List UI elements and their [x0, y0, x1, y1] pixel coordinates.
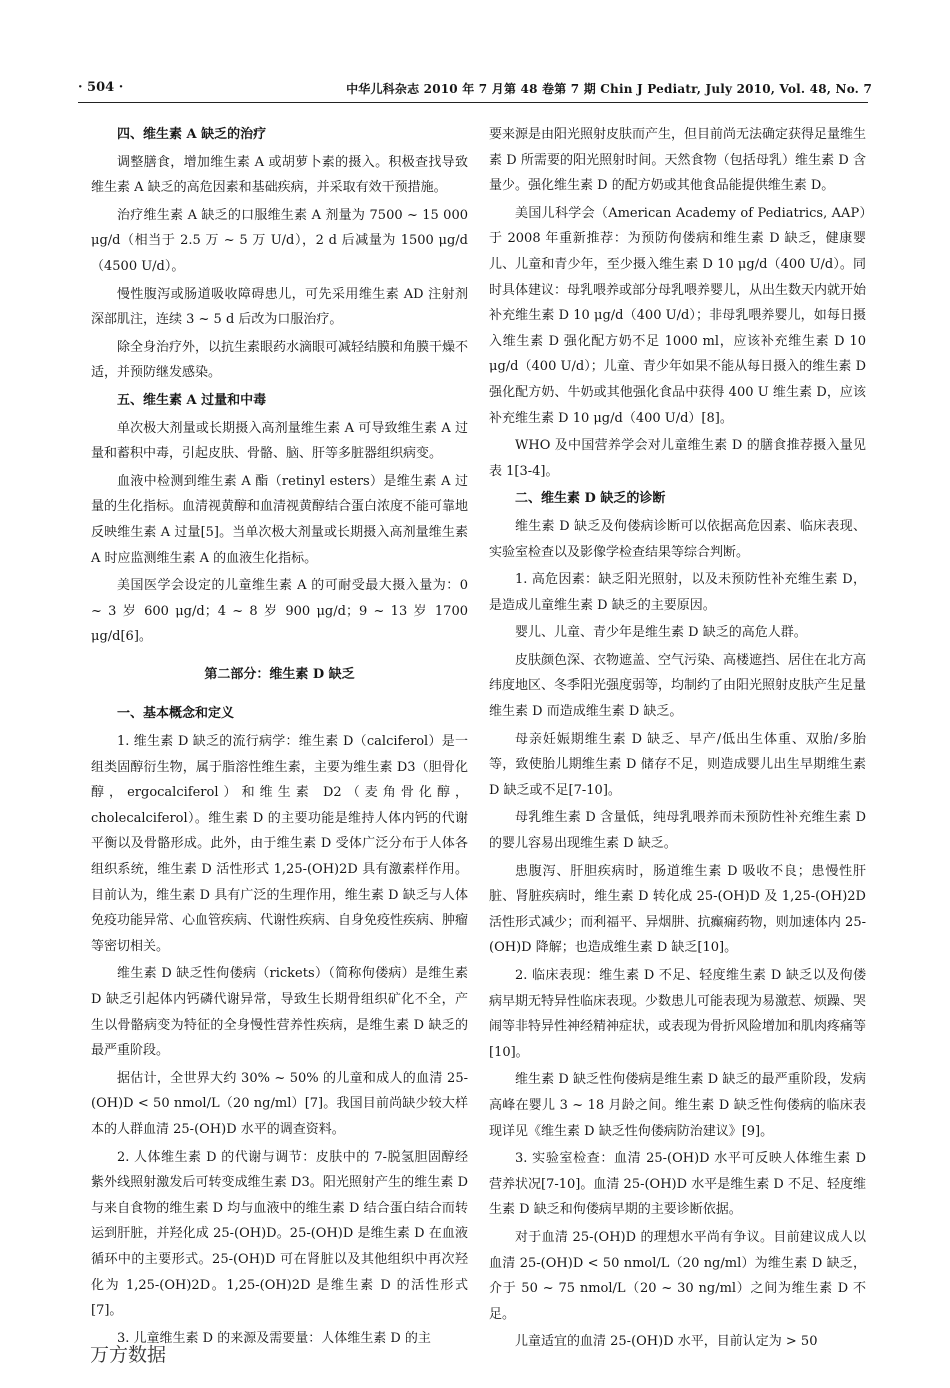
body-paragraph: 单次极大剂量或长期摄入高剂量维生素 A 可导致维生素 A 过量和蓄积中毒，引起皮肤、骨骼、脑、肝等多脏器组织病变。 [91, 420, 468, 462]
page-number: · 504 · [78, 80, 124, 95]
wanfang-watermark: 万方数据 [90, 1344, 167, 1366]
body-paragraph: 儿童适宜的血清 25-(OH)D 水平，目前认定为 > 50 [515, 1334, 818, 1350]
page-header [0, 0, 950, 110]
section-heading: 二、维生素 D 缺乏的诊断 [515, 491, 666, 507]
body-paragraph: 血液中检测到维生素 A 酯（retinyl esters）是维生素 A 过量的生化指标。血清视黄醇和血清视黄醇结合蛋白浓度不能可靠地反映维生素 A 过量[5]。当单次极大剂量或长期摄入高剂量维生素 A 时应监测维生素 A 的血液生化指标。 [91, 473, 469, 566]
body-paragraph: 母乳维生素 D 含量低，纯母乳喂养而未预防性补充维生素 D 的婴儿容易出现维生素 D 缺乏。 [489, 810, 866, 852]
section-heading: 一、基本概念和定义 [117, 706, 235, 722]
body-paragraph: WHO 及中国营养学会对儿童维生素 D 的膳食推荐摄入量见表 1[3-4]。 [489, 438, 866, 479]
body-paragraph: 2. 临床表现：维生素 D 不足、轻度维生素 D 缺乏以及佝偻病早期无特异性临床表现。少数患儿可能表现为易激惹、烦躁、哭闹等非特异性神经精神症状，或表现为骨折风险增加和肌肉疼痛等[10]。 [489, 968, 867, 1060]
body-paragraph: 调整膳食，增加维生素 A 或胡萝卜素的摄入。积极查找导致维生素 A 缺乏的高危因素和基础疾病，并采取有效干预措施。 [91, 154, 468, 196]
header-rule [78, 102, 868, 103]
body-paragraph: 2. 人体维生素 D 的代谢与调节：皮肤中的 7-脱氢胆固醇经紫外线照射激发后可转变成维生素 D3。阳光照射产生的维生素 D 与来自食物的维生素 D 均与血液中的维生素 D 结合蛋白结合而转运到肝脏，并羟化成 25-(OH)D。25-(OH)D 是维生素 D 在血液循环中的主要形式。25-(OH)D 可在肾脏以及其他组织中再次羟化为 1,25-(OH)2D。1,25-(OH)2D 是维生素 D 的活性形式[7]。 [91, 1149, 468, 1319]
body-paragraph: 母亲妊娠期维生素 D 缺乏、早产/低出生体重、双胎/多胎等，致使胎儿期维生素 D 储存不足，则造成婴儿出生早期维生素 D 缺乏或不足[7-10]。 [489, 731, 866, 798]
body-paragraph: 3. 实验室检查：血清 25-(OH)D 水平可反映人体维生素 D 营养状况[7-10]。血清 25-(OH)D 水平是维生素 D 不足、轻度维生素 D 缺乏和佝偻病早期的主要诊断依据。 [489, 1151, 866, 1218]
body-paragraph: 患腹泻、肝胆疾病时，肠道维生素 D 吸收不良；患慢性肝脏、肾脏疾病时，维生素 D 转化成 25-(OH)D 及 1,25-(OH)2D 活性形式减少；而利福平、异烟肼、抗癫痫药物，则加速体内 25-(OH)D 降解；也造成维生素 D 缺乏[10]。 [489, 863, 866, 956]
body-paragraph: 据估计，全世界大约 30% ~ 50% 的儿童和成人的血清 25-(OH)D < 50 nmol/L（20 ng/ml）[7]。我国目前尚缺少较大样本的人群血清 25-(OH)D 水平的调查资料。 [91, 1070, 468, 1137]
section-heading: 四、维生素 A 缺乏的治疗 [117, 127, 267, 142]
journal-citation: 中华儿科杂志 2010 年 7 月第 48 卷第 7 期 Chin J Pediatr, July 2010, Vol. 48, No. 7 [346, 82, 872, 96]
body-paragraph: 皮肤颜色深、衣物遮盖、空气污染、高楼遮挡、居住在北方高纬度地区、冬季阳光强度弱等，均制约了由阳光照射皮肤产生足量维生素 D 而造成维生素 D 缺乏。 [489, 652, 867, 720]
section-heading: 五、维生素 A 过量和中毒 [117, 392, 267, 408]
body-paragraph: 婴儿、儿童、青少年是维生素 D 缺乏的高危人群。 [515, 625, 807, 641]
body-paragraph: 要来源是由阳光照射皮肤而产生，但目前尚无法确定获得足量维生素 D 所需要的阳光照射时间。天然食物（包括母乳）维生素 D 含量少。强化维生素 D 的配方奶或其他食品能提供维生素 D。 [489, 127, 867, 194]
body-paragraph: 维生素 D 缺乏性佝偻病是维生素 D 缺乏的最严重阶段，发病高峰在婴儿 3 ~ 18 月龄之间。维生素 D 缺乏性佝偻病的临床表现详见《维生素 D 缺乏性佝偻病防治建议》[9]。 [489, 1072, 866, 1139]
body-paragraph: 对于血清 25-(OH)D 的理想水平尚有争议。目前建议成人以血清 25-(OH)D < 50 nmol/L（20 ng/ml）为维生素 D 缺乏，介于 50 ~ 75 nmol/L（20 ~ 30 ng/ml）之间为维生素 D 不足。 [489, 1229, 866, 1322]
body-paragraph: 1. 高危因素：缺乏阳光照射，以及未预防性补充维生素 D，是造成儿童维生素 D 缺乏的主要原因。 [489, 572, 866, 613]
body-paragraph: 除全身治疗外，以抗生素眼药水滴眼可减轻结膜和角膜干燥不适，并预防继发感染。 [91, 339, 469, 381]
left-column [91, 122, 468, 1353]
body-paragraph: 美国医学会设定的儿童维生素 A 的可耐受最大摄入量为：0 ~ 3 岁 600 μg/d；4 ~ 8 岁 900 μg/d；9 ~ 13 岁 1700 μg/d[6]。 [91, 578, 468, 645]
part-title: 第二部分：维生素 D 缺乏 [204, 666, 355, 682]
body-paragraph: 3. 儿童维生素 D 的来源及需要量：人体维生素 D 的主 [117, 1330, 431, 1346]
body-paragraph: 美国儿科学会（American Academy of Pediatrics, AAP）于 2008 年重新推荐：为预防佝偻病和维生素 D 缺乏，健康婴儿、儿童和青少年，至少摄入维生素 D 10 μg/d（400 U/d）。同时具体建议：母乳喂养或部分母乳喂养婴儿，从出生数天内就开始补充维生素 D 10 μg/d（400 U/d）；非母乳喂养婴儿，如每日摄入维生素 D 强化配方奶不足 1000 ml，应该补充维生素 D 10 μg/d（400 U/d）；儿童、青少年如果不能从每日摄入的维生素 D 强化配方奶、牛奶或其他强化食品中获得 400 U 维生素 D，应该补充维生素 D 10 μg/d（400 U/d）[8]。 [489, 205, 867, 426]
body-paragraph: 维生素 D 缺乏性佝偻病（rickets）（简称佝偻病）是维生素 D 缺乏引起体内钙磷代谢异常，导致生长期骨组织矿化不全，产生以骨骼病变为特征的全身慢性营养性疾病，是维生素 D 缺乏的最严重阶段。 [91, 966, 468, 1059]
body-paragraph: 1. 维生素 D 缺乏的流行病学：维生素 D（calciferol）是一组类固醇衍生物，属于脂溶性维生素，主要为维生素 D3（胆骨化醇，ergocalciferol）和维生素 D2（麦角骨化醇，cholecalciferol）。维生素 D 的主要功能是维持人体内钙的代谢平衡以及骨骼形成。此外，由于维生素 D 受体广泛分布于人体各组织系统，维生素 D 活性形式 1,25-(OH)2D 具有激素样作用。目前认为，维生素 D 具有广泛的生理作用，维生素 D 缺乏与人体免疫功能异常、心血管疾病、代谢性疾病、自身免疫性疾病、肿瘤等密切相关。 [91, 734, 469, 954]
right-column [489, 122, 866, 1357]
body-paragraph: 治疗维生素 A 缺乏的口服维生素 A 剂量为 7500 ~ 15 000 μg/d（相当于 2.5 万 ~ 5 万 U/d），2 d 后减量为 1500 μg/d（4500 U/d）。 [91, 207, 468, 274]
body-paragraph: 慢性腹泻或肠道吸收障碍患儿，可先采用维生素 AD 注射剂深部肌注，连续 3 ~ 5 d 后改为口服治疗。 [91, 286, 468, 328]
body-paragraph: 维生素 D 缺乏及佝偻病诊断可以依据高危因素、临床表现、实验室检查以及影像学检查结果等综合判断。 [489, 518, 866, 560]
